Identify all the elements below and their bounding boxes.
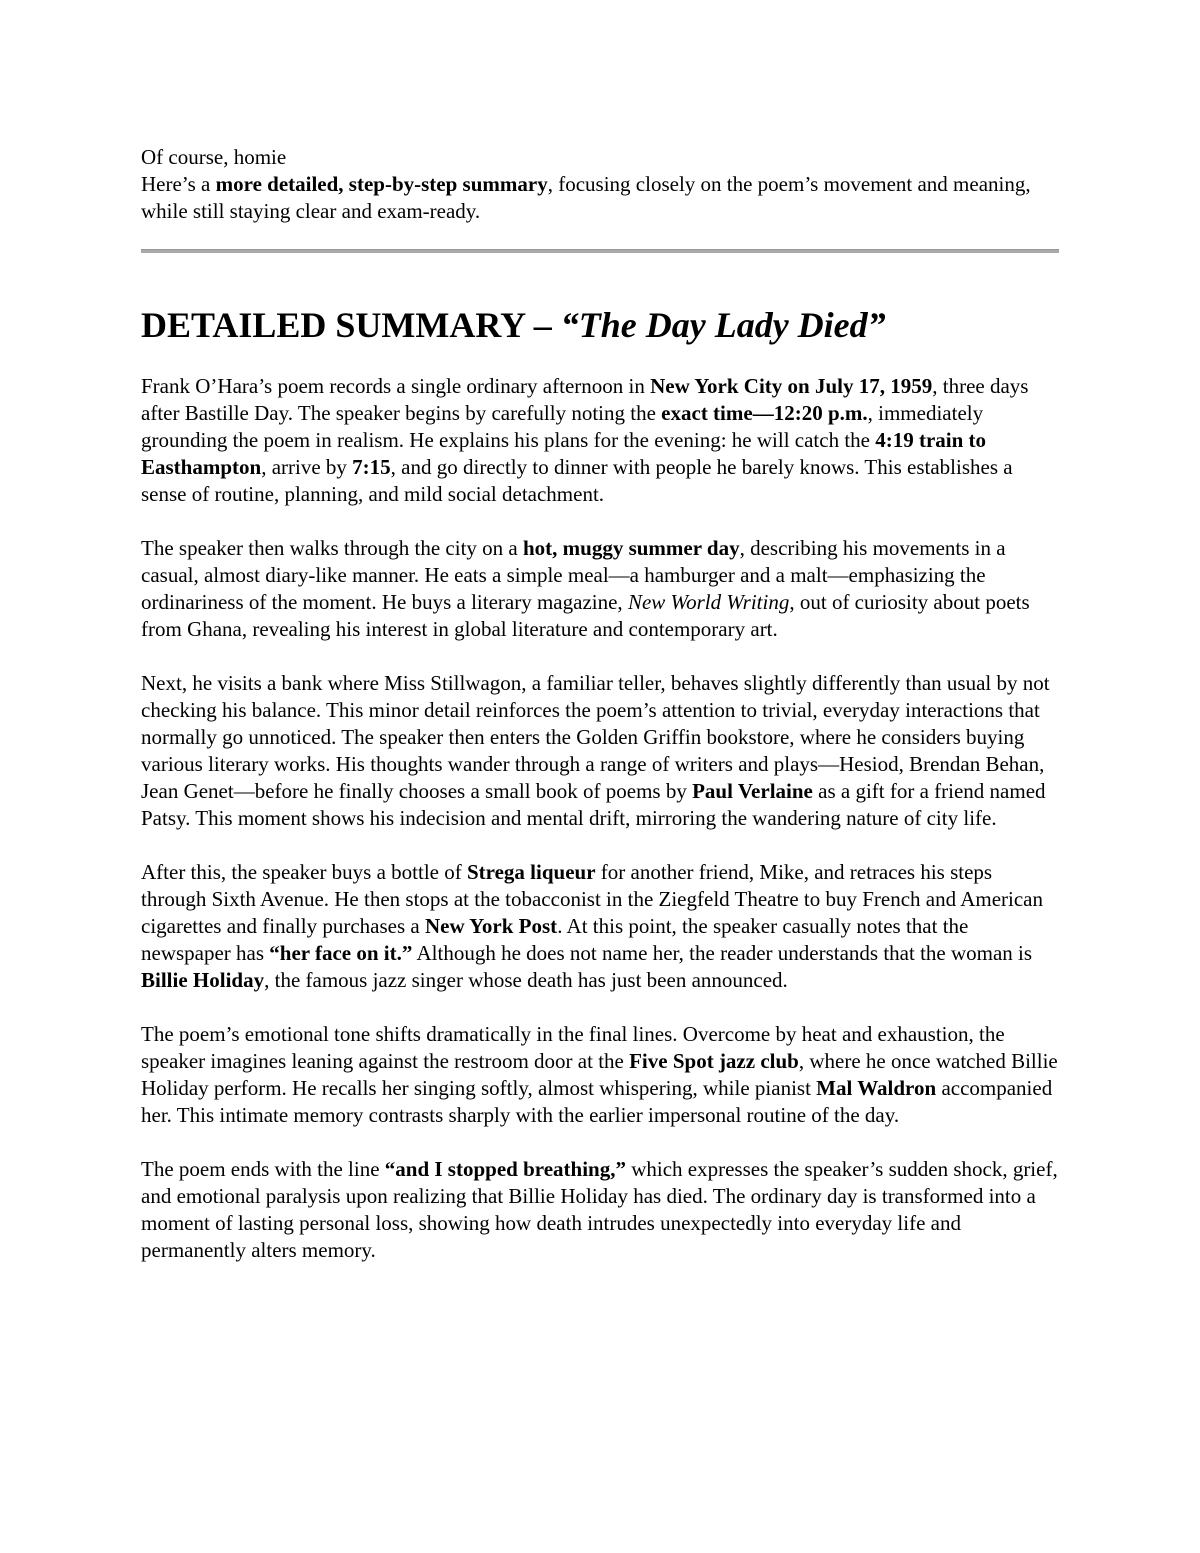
italic-run: New World Writing [627,590,790,614]
text-run: accompanied her. This intimate memory contrasts sharply with the earlier impersonal routine of the day. [141,1076,1053,1127]
text-run: which expresses the speaker’s sudden shock, grief, and emotional paralysis upon realizing that Billie Holiday has died. The ordinary day is transformed into a moment of lasting personal loss, showing how death intrudes unexpectedly into everyday life and permanently alters memory. [141,1157,1058,1262]
text-run: Here’s a [141,172,216,196]
bold-run: hot, muggy summer day [522,536,740,560]
intro-greeting: Of course, homie [141,145,287,169]
section-heading [141,303,1061,347]
text-run: , out of curiosity about poets from Ghana, revealing his interest in global literature and contemporary art. [141,590,1030,641]
text-run: , where he once watched Billie Holiday perform. He recalls her singing softly, almost whispering, while pianist [141,1049,1058,1100]
bold-run: Paul Verlaine [692,779,813,803]
paragraph-5 [141,1021,1061,1129]
heading-prefix: DETAILED SUMMARY – [141,305,561,345]
bold-run: Billie Holiday [141,968,265,992]
paragraph-2 [141,535,1061,643]
text-run: Although he does not name her, the reader understands that the woman is [412,941,1033,965]
bold-run: Mal Waldron [816,1076,937,1100]
bold-run: “and I stopped breathing,” [384,1157,626,1181]
text-run: , arrive by [261,455,353,479]
bold-run: more detailed, step-by-step summary [215,172,548,196]
bold-run: “her face on it.” [269,941,413,965]
text-run: . At this point, the speaker casually notes that the newspaper has [141,914,969,965]
horizontal-divider [141,249,1059,253]
bold-run: New York City on July 17, 1959 [650,374,933,398]
text-run: , describing his movements in a casual, almost diary-like manner. He eats a simple meal—a hamburger and a malt—emphasizing the ordinariness of the moment. He buys a literary magazine, [141,536,1006,614]
paragraph-6 [141,1156,1061,1264]
text-run: for another friend, Mike, and retraces his steps through Sixth Avenue. He then stops at the tobacconist in the Ziegfeld Theatre to buy French and American cigarettes and finally purchases a [141,860,1043,938]
page-content [141,144,1061,1264]
text-run: , and go directly to dinner with people he barely knows. This establishes a sense of routine, planning, and mild social detachment. [141,455,1013,506]
text-run: , immediately grounding the poem in realism. He explains his plans for the evening: he will catch the [141,401,984,452]
intro-description [141,171,1061,225]
intro-block [141,144,1061,225]
bold-run: 7:15 [352,455,391,479]
poem-title: “The Day Lady Died” [560,305,886,345]
text-run: Frank O’Hara’s poem records a single ordinary afternoon in [141,374,651,398]
bold-run: New York Post [424,914,558,938]
bold-run: 4:19 train to Easthampton [141,428,987,479]
paragraph-3 [141,670,1061,832]
text-run: The poem’s emotional tone shifts dramatically in the final lines. Overcome by heat and exhaustion, the speaker imagines leaning against the restroom door at the [141,1022,1005,1073]
text-run: Next, he visits a bank where Miss Stillwagon, a familiar teller, behaves slightly differently than usual by not checking his balance. This minor detail reinforces the poem’s attention to trivial, everyday interactions that normally go unnoticed. The speaker then enters the Golden Griffin bookstore, where he considers buying various literary works. His thoughts wander through a range of writers and plays—Hesiod, Brendan Behan, Jean Genet—before he finally chooses a small book of poems by [141,671,1050,803]
paragraph-4 [141,859,1061,994]
text-run: as a gift for a friend named Patsy. This moment shows his indecision and mental drift, mirroring the wandering nature of city life. [141,779,1046,830]
text-run: The speaker then walks through the city on a [141,536,523,560]
bold-run: Strega liqueur [467,860,596,884]
paragraph-1 [141,373,1061,508]
bold-run: exact time—12:20 p.m. [661,401,868,425]
text-run: , focusing closely on the poem’s movement and meaning, while still staying clear and exam-ready. [141,172,1031,223]
text-run: After this, the speaker buys a bottle of [141,860,467,884]
text-run: , the famous jazz singer whose death has just been announced. [264,968,788,992]
text-run: , three days after Bastille Day. The speaker begins by carefully noting the [141,374,1029,425]
bold-run: Five Spot jazz club [629,1049,799,1073]
text-run: The poem ends with the line [141,1157,385,1181]
